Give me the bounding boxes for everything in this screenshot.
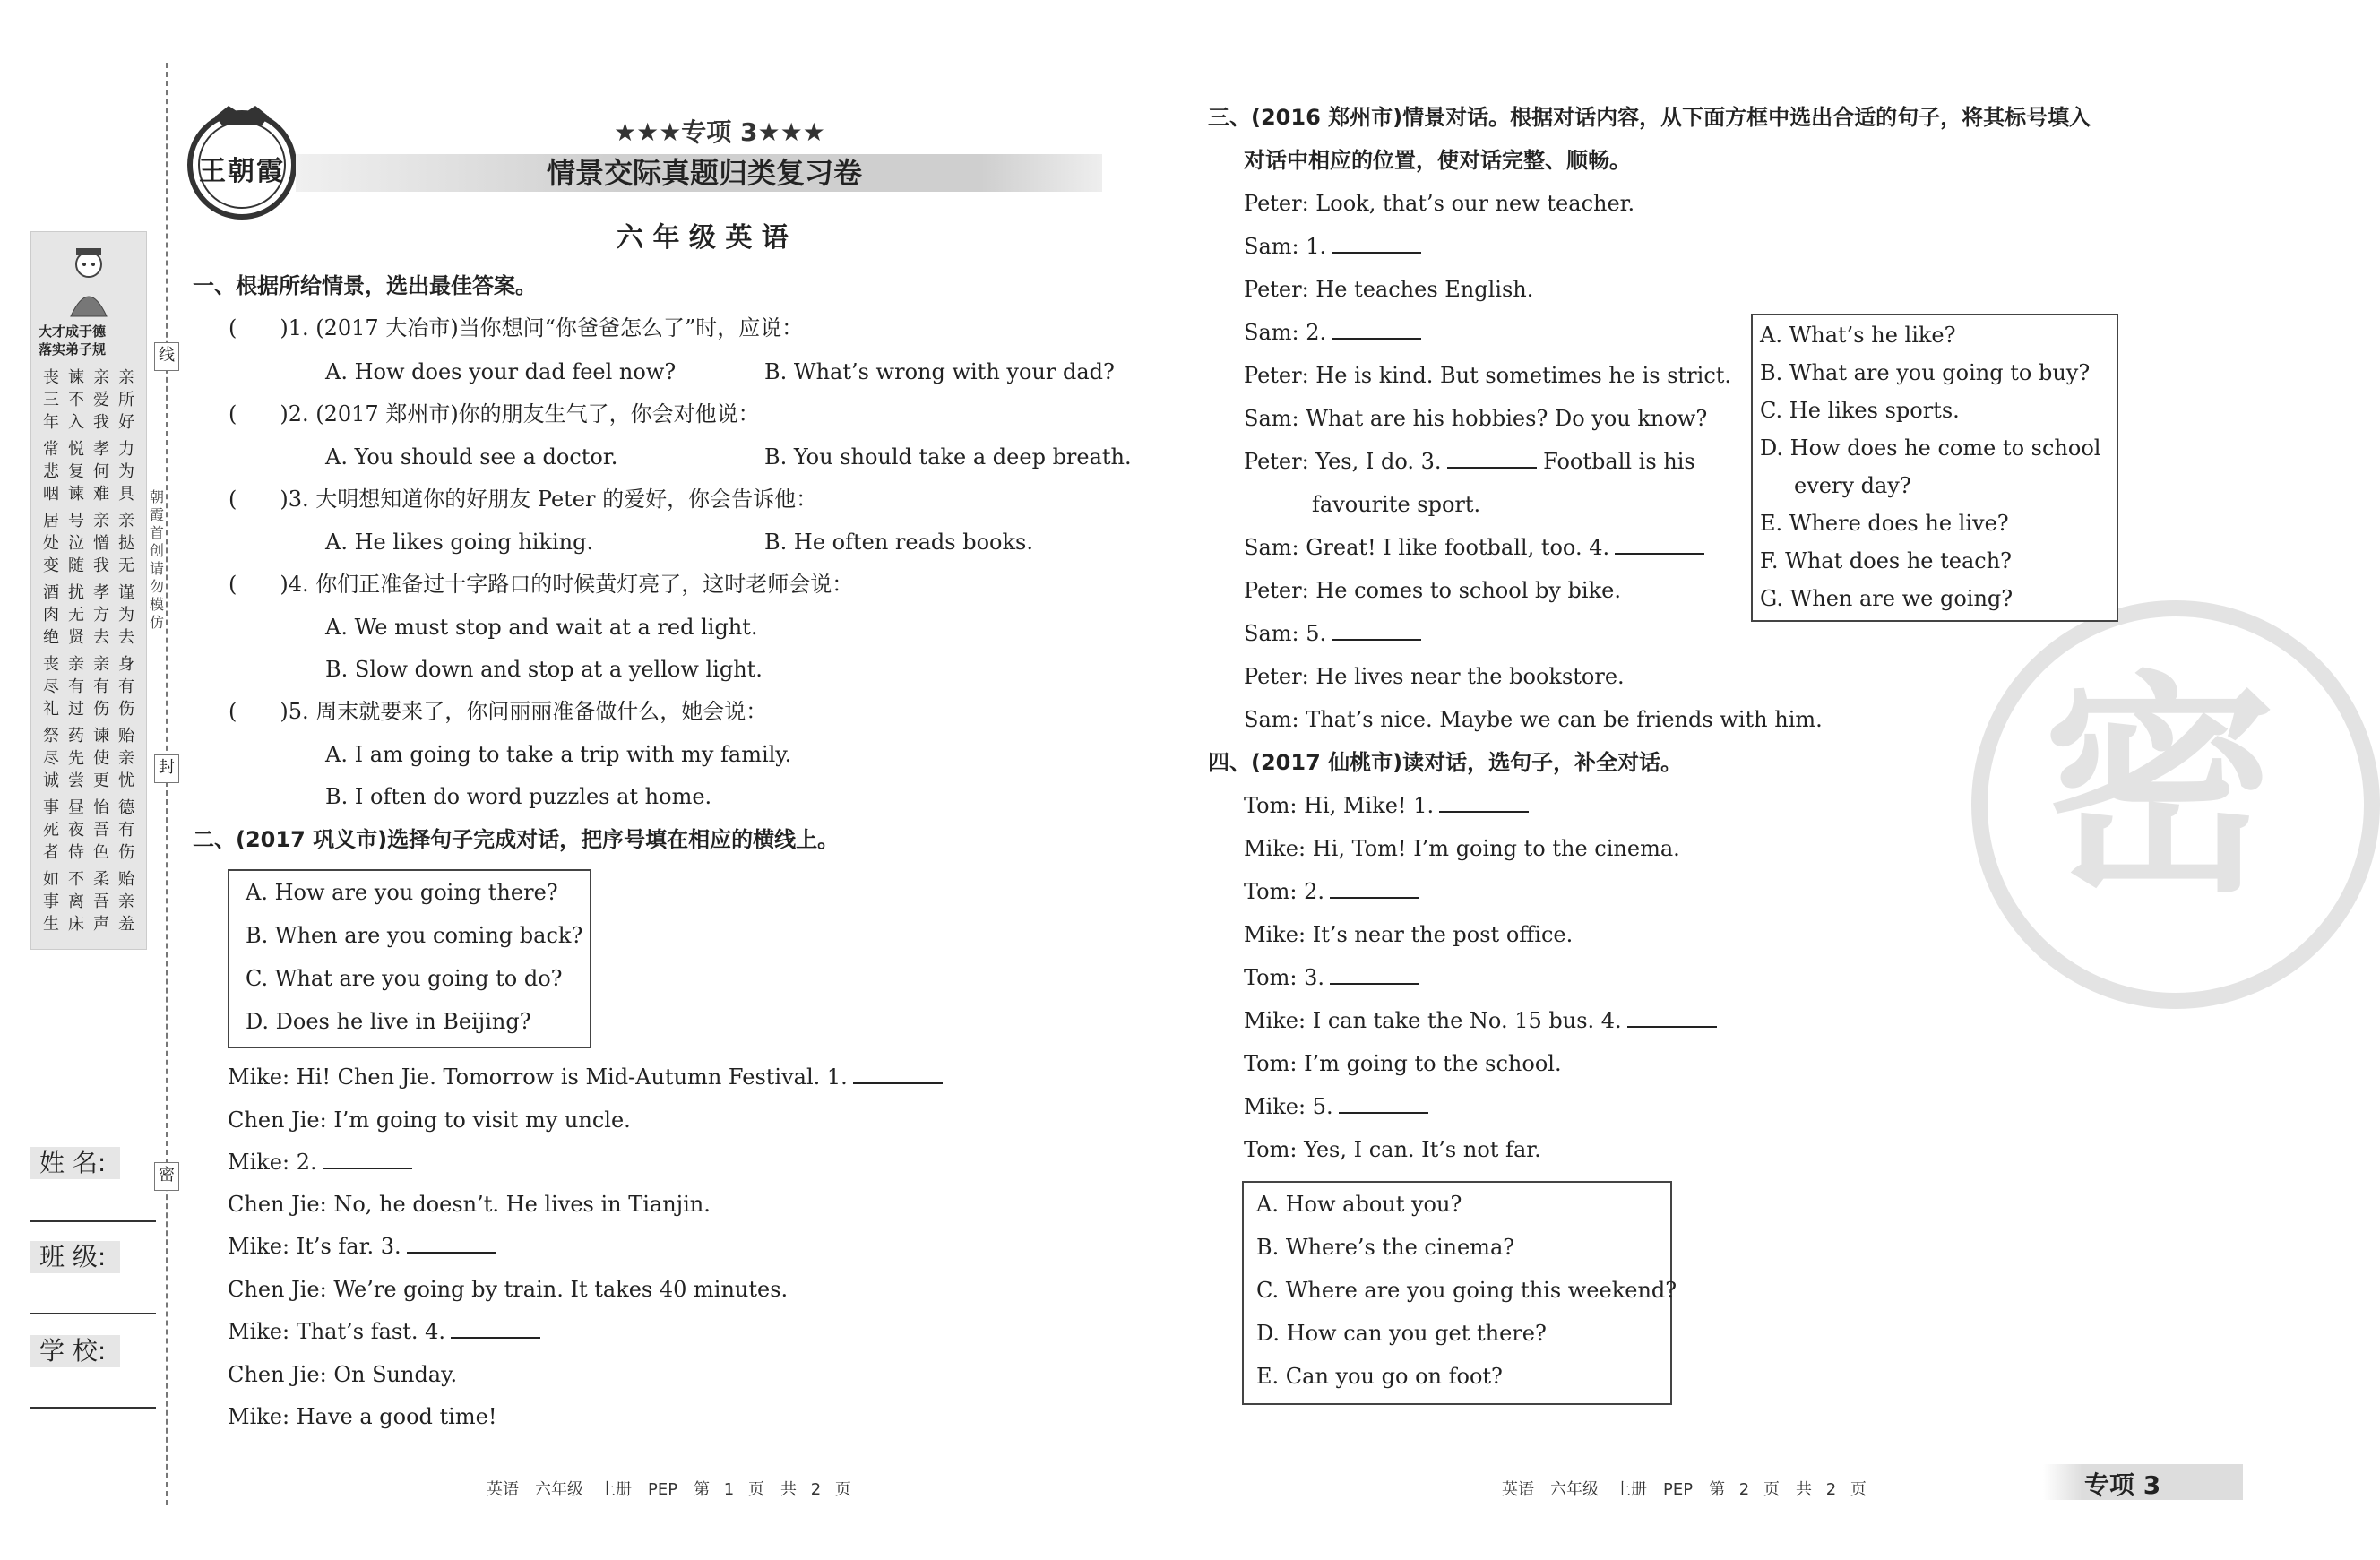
section3-heading-2: 对话中相应的位置，使对话完整、顺畅。 (1244, 148, 1631, 173)
name-field[interactable] (30, 1220, 156, 1222)
poem-col: 德有伤 (118, 798, 134, 862)
poem-col: 谏使更 (93, 727, 109, 790)
poem-col: 贻亲忧 (118, 727, 134, 790)
answer-blank[interactable] (1447, 447, 1537, 469)
poem-col: 谨为去 (118, 583, 134, 647)
s4-dialog-line: Tom: Yes, I can. It’s not far. (1244, 1137, 1541, 1162)
badge: ★★★专项 3★★★ (614, 117, 825, 147)
poem-col: 丧尽礼 (43, 655, 59, 719)
s3-dialog-text: Sam: 2. (1244, 320, 1327, 345)
s3-dialog-line (1244, 318, 1421, 347)
s4-dialog-text: Tom: 3. (1244, 965, 1324, 990)
s3-dialog-line: favourite sport. (1312, 492, 1481, 517)
s4-dialog-text: Mike: 5. (1244, 1094, 1333, 1119)
poem-col: 昼夜侍 (68, 798, 84, 862)
cut-mark-mi: 密 (154, 1162, 179, 1191)
answer-blank[interactable] (853, 1063, 943, 1084)
q5-option-a[interactable]: A. I am going to take a trip with my family. (325, 742, 792, 767)
answer-blank[interactable] (1615, 533, 1704, 555)
s4-dialog-line (1244, 963, 1419, 992)
section3-heading: 三、(2016 郑州市)情景对话。根据对话内容，从下面方框中选出合适的句子，将其标号填入 (1208, 105, 2091, 130)
s3-option: B. What are you going to buy? (1760, 360, 2091, 385)
answer-blank[interactable] (1332, 318, 1421, 340)
sidebar-panel (30, 231, 147, 950)
poem-col: 悦复谏 (68, 440, 84, 504)
s2-dialog-line (228, 1063, 943, 1091)
q1-option-a[interactable]: A. How does your dad feel now? (325, 359, 677, 384)
answer-blank[interactable] (323, 1148, 412, 1169)
answer-blank[interactable] (451, 1317, 540, 1339)
s2-option: C. What are you going to do? (246, 966, 563, 991)
footer-left: 英语 六年级 上册 PEP 第 1 页 共 2 页 (487, 1480, 851, 1499)
s3-dialog-line (1244, 232, 1421, 261)
s2-dialog-text: Mike: That’s fast. 4. (228, 1319, 446, 1344)
poem-col: 亲有伤 (93, 655, 109, 719)
q3-option-b[interactable]: B. He often reads books. (764, 530, 1033, 555)
q2-option-b[interactable]: B. You should take a deep breath. (764, 444, 1132, 470)
s2-option: B. When are you coming back? (246, 923, 583, 948)
s4-dialog-line (1244, 791, 1529, 820)
poem-col: 不离床 (68, 870, 84, 934)
section3-options-box (1751, 314, 2118, 622)
s4-dialog-line (1244, 877, 1419, 906)
cut-mark-xian: 线 (154, 342, 179, 371)
poem-col: 孝方去 (93, 583, 109, 647)
vertical-note-1: 朝霞首创 (149, 488, 164, 559)
q3-option-a[interactable]: A. He likes going hiking. (325, 530, 594, 555)
poem-col: 如事生 (43, 870, 59, 934)
corner-tag: 专项 3 (2084, 1470, 2161, 1500)
name-label: 姓 名: (30, 1147, 120, 1179)
s3-dialog-line: Sam: That’s nice. Maybe we can be friends with him. (1244, 707, 1823, 732)
page-subtitle: 六 年 级 英 语 (617, 222, 789, 254)
s3-option: A. What’s he like? (1760, 323, 1956, 348)
poem-col: 怡吾色 (93, 798, 109, 862)
s2-option: A. How are you going there? (246, 880, 558, 905)
s4-dialog-line: Mike: It’s near the post office. (1244, 922, 1574, 947)
poem-col: 常悲咽 (43, 440, 59, 504)
s2-option: D. Does he live in Beijing? (246, 1009, 531, 1034)
q4-option-a[interactable]: A. We must stop and wait at a red light. (325, 615, 758, 640)
answer-blank[interactable] (1332, 619, 1421, 641)
poem-col: 事死者 (43, 798, 59, 862)
s4-option: A. How about you? (1256, 1192, 1462, 1217)
class-label: 班 级: (30, 1241, 120, 1273)
s2-dialog-line: Chen Jie: We’re going by train. It takes 40 minutes. (228, 1277, 789, 1302)
page-title: 情景交际真题归类复习卷 (547, 156, 863, 190)
poem-col: 亲憎我 (93, 512, 109, 575)
s2-dialog-line (228, 1317, 540, 1346)
q4-prompt: ( )4. 你们正准备过十字路口的时候黄灯亮了，这时老师会说： (229, 572, 854, 597)
motto-line-1: 大才成于德 (39, 323, 107, 340)
s3-dialog-text: Football is his (1543, 449, 1695, 474)
q4-option-b[interactable]: B. Slow down and stop at a yellow light. (325, 657, 763, 682)
s3-dialog-line (1244, 619, 1421, 648)
s4-dialog-text: Tom: Hi, Mike! 1. (1244, 793, 1435, 818)
s2-dialog-text: Mike: Hi! Chen Jie. Tomorrow is Mid-Autumn Festival. 1. (228, 1064, 848, 1090)
section4-heading: 四、(2017 仙桃市)读对话，选句子，补全对话。 (1208, 750, 1683, 775)
s3-dialog-line: Peter: Look, that’s our new teacher. (1244, 191, 1635, 216)
poem-grid (40, 366, 137, 940)
s2-dialog-text: Mike: It’s far. 3. (228, 1234, 401, 1259)
s3-option: every day? (1794, 473, 1911, 498)
motto-line-2: 落实弟子规 (39, 341, 107, 358)
poem-col: 亲所好 (118, 368, 134, 432)
s3-dialog-text: Sam: 1. (1244, 234, 1327, 259)
s4-dialog-line: Mike: Hi, Tom! I’m going to the cinema. (1244, 836, 1680, 861)
s4-option: B. Where’s the cinema? (1256, 1235, 1515, 1260)
answer-blank[interactable] (1339, 1092, 1428, 1114)
s2-dialog-line: Chen Jie: No, he doesn’t. He lives in Tianjin. (228, 1192, 711, 1217)
answer-blank[interactable] (1330, 963, 1419, 985)
binding-line (166, 63, 168, 1505)
s4-option: E. Can you go on foot? (1256, 1364, 1503, 1389)
poem-col: 身有伤 (118, 655, 134, 719)
s3-option: E. Where does he live? (1760, 511, 2009, 536)
s3-dialog-line: Peter: He comes to school by bike. (1244, 578, 1621, 603)
s3-dialog-line: Peter: He lives near the bookstore. (1244, 664, 1625, 689)
q2-prompt: ( )2. (2017 郑州市)你的朋友生气了，你会对他说： (229, 401, 760, 427)
poem-col: 居处变 (43, 512, 59, 575)
section2-options-box (228, 869, 591, 1048)
q2-option-a[interactable]: A. You should see a doctor. (325, 444, 618, 470)
s3-dialog-text: Peter: Yes, I do. 3. (1244, 449, 1442, 474)
answer-blank[interactable] (407, 1232, 496, 1254)
s2-dialog-text: Mike: 2. (228, 1150, 317, 1175)
footer-right: 英语 六年级 上册 PEP 第 2 页 共 2 页 (1502, 1480, 1867, 1499)
s2-dialog-line: Chen Jie: I’m going to visit my uncle. (228, 1108, 631, 1133)
poem-col: 孝何难 (93, 440, 109, 504)
s3-dialog-line: Peter: He teaches English. (1244, 277, 1534, 302)
s3-dialog-line: Sam: What are his hobbies? Do you know? (1244, 406, 1708, 431)
vertical-note-2: 请勿模仿 (149, 560, 164, 631)
s4-dialog-line: Tom: I’m going to the school. (1244, 1051, 1562, 1076)
s4-option: D. How can you get there? (1256, 1321, 1547, 1346)
section4-options-box (1242, 1181, 1677, 1405)
q1-option-b[interactable]: B. What’s wrong with your dad? (764, 359, 1115, 384)
s3-dialog-text: Sam: Great! I like football, too. 4. (1244, 535, 1610, 560)
school-field[interactable] (30, 1407, 156, 1409)
s3-option: D. How does he come to school (1760, 435, 2101, 461)
s3-dialog-text: Sam: 5. (1244, 621, 1327, 646)
poem-col: 亲挞无 (118, 512, 134, 575)
s3-option: F. What does he teach? (1760, 548, 2013, 573)
s4-dialog-text: Tom: 2. (1244, 879, 1324, 904)
school-label: 学 校: (30, 1335, 120, 1367)
poem-col: 药先尝 (68, 727, 84, 790)
logo-text: 王朝霞 (199, 156, 285, 187)
poem-col: 亲有过 (68, 655, 84, 719)
poem-col: 亲爱我 (93, 368, 109, 432)
section2-heading: 二、(2017 巩义市)选择句子完成对话，把序号填在相应的横线上。 (193, 827, 840, 852)
s3-option: C. He likes sports. (1760, 398, 1960, 423)
poem-col: 扰无贤 (68, 583, 84, 647)
s3-dialog-line (1244, 447, 1695, 476)
answer-blank[interactable] (1439, 791, 1529, 813)
poem-col: 谏不入 (68, 368, 84, 432)
poem-col: 酒肉绝 (43, 583, 59, 647)
s2-dialog-line (228, 1148, 412, 1176)
cut-mark-feng: 封 (154, 754, 179, 783)
answer-blank[interactable] (1330, 877, 1419, 899)
s4-dialog-line (1244, 1092, 1428, 1121)
poem-col: 祭尽诚 (43, 727, 59, 790)
q1-prompt: ( )1. (2017 大冶市)当你想问“你爸爸怎么了”时，应说： (229, 315, 804, 340)
s2-dialog-line: Mike: Have a good time! (228, 1404, 497, 1429)
stamp-char: 密 (2043, 653, 2276, 924)
q5-prompt: ( )5. 周末就要来了，你问丽丽准备做什么，她会说： (229, 699, 768, 724)
poem-col: 力为具 (118, 440, 134, 504)
class-field[interactable] (30, 1313, 156, 1314)
s3-option: G. When are we going? (1760, 586, 2014, 611)
poem-col: 丧三年 (43, 368, 59, 432)
s2-dialog-line (228, 1232, 496, 1261)
s4-dialog-text: Mike: I can take the No. 15 bus. 4. (1244, 1008, 1622, 1033)
poem-col: 贻亲羞 (118, 870, 134, 934)
answer-blank[interactable] (1627, 1006, 1717, 1028)
s2-dialog-line: Chen Jie: On Sunday. (228, 1362, 458, 1387)
q5-option-b[interactable]: B. I often do word puzzles at home. (325, 784, 712, 809)
poem-col: 柔吾声 (93, 870, 109, 934)
s4-option: C. Where are you going this weekend? (1256, 1278, 1677, 1303)
q3-prompt: ( )3. 大明想知道你的好朋友 Peter 的爱好，你会告诉他： (229, 487, 818, 512)
poem-col: 号泣随 (68, 512, 84, 575)
section1-heading: 一、根据所给情景，选出最佳答案。 (193, 273, 537, 298)
s4-dialog-line (1244, 1006, 1717, 1035)
s3-dialog-line: Peter: He is kind. But sometimes he is strict. (1244, 363, 1732, 388)
answer-blank[interactable] (1332, 232, 1421, 254)
s3-dialog-line (1244, 533, 1704, 562)
cartoon-figure-icon (62, 245, 116, 316)
